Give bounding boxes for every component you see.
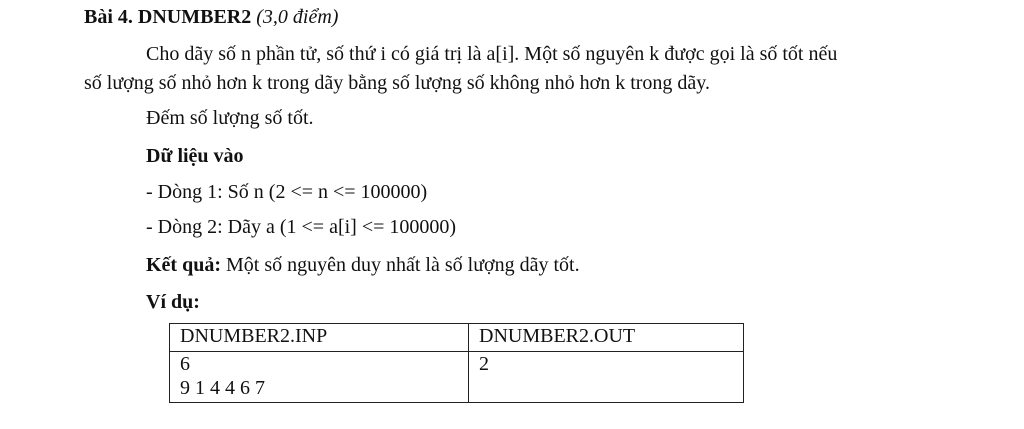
problem-title-main: Bài 4. DNUMBER2 [84, 6, 252, 28]
statement-line-1: Cho dãy số n phần tử, số thứ i có giá trị là a[i]. Một số nguyên k được gọi là số tốt nếu [146, 43, 838, 65]
example-header-output: DNUMBER2.OUT [469, 324, 744, 352]
input-line-1: - Dòng 1: Số n (2 <= n <= 100000) [146, 181, 428, 203]
problem-title-points: (3,0 điểm) [256, 6, 339, 28]
problem-title [84, 5, 338, 29]
example-table-header-row [170, 324, 744, 352]
example-heading: Ví dụ: [146, 291, 200, 313]
task-text: Đếm số lượng số tốt. [146, 107, 314, 129]
example-table [169, 323, 744, 403]
example-header-input: DNUMBER2.INP [170, 324, 469, 352]
output-text: Một số nguyên duy nhất là số lượng dãy tốt. [226, 254, 580, 276]
example-output-line-1: 2 [479, 353, 489, 375]
example-input-cell [170, 352, 469, 403]
input-heading: Dữ liệu vào [146, 145, 244, 167]
example-table-data-row [170, 352, 744, 403]
output-description [146, 253, 580, 277]
example-input-line-2: 9 1 4 4 6 7 [180, 377, 265, 399]
statement-line-2: số lượng số nhỏ hơn k trong dãy bằng số lượng số không nhỏ hơn k trong dãy. [84, 72, 710, 94]
output-label: Kết quả: [146, 254, 221, 276]
input-line-2: - Dòng 2: Dãy a (1 <= a[i] <= 100000) [146, 216, 457, 238]
example-output-cell [469, 352, 744, 403]
example-input-line-1: 6 [180, 353, 190, 375]
